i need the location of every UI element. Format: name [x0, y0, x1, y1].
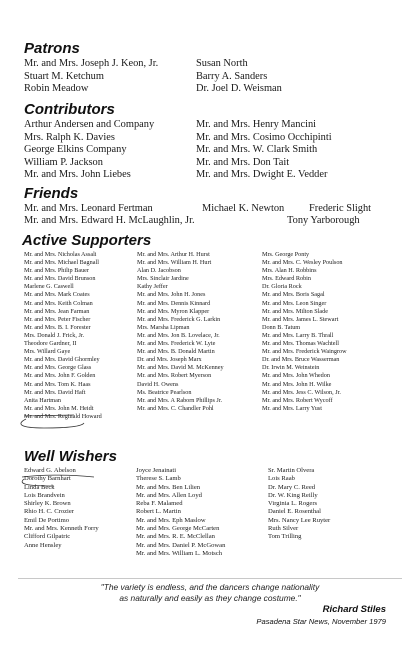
name-entry: Mr. and Mrs. John M. Heidt: [24, 404, 94, 412]
name-entry: Mr. and Mrs. James L. Stewart: [262, 315, 339, 323]
name-entry: Lois Raab: [268, 475, 295, 483]
name-entry: Mr. and Mrs. William H. Hurt: [137, 259, 212, 267]
contributors-column-2: [196, 119, 332, 182]
name-entry: Dr. Joel D. Weisman: [196, 83, 282, 94]
name-entry: Mr. and Mrs. David Haft: [24, 388, 86, 396]
name-entry: Dr. and Mrs. Bruce Wasserman: [262, 356, 340, 364]
name-entry: Mr. and Mrs. Dennis Kinnard: [137, 299, 211, 307]
name-entry: Dr. and Mrs. Joseph Marx: [137, 356, 202, 364]
friends-heading: Friends: [24, 185, 79, 202]
name-entry: Stuart M. Ketchum: [24, 70, 104, 82]
name-entry: Mr. and Mrs. Robert Myerson: [137, 372, 212, 380]
name-entry: Mr. and Mrs. John H. Jones: [137, 291, 206, 299]
quote-line-1: "The variety is endless, and the dancers change nationality: [100, 582, 320, 592]
name-entry: Mrs. Edward Robin: [262, 275, 311, 283]
active-supporters-column-2: [137, 251, 224, 413]
name-entry: Mr. and Mrs. Kenneth Forry: [24, 525, 99, 533]
name-entry: Sr. Martin Olvera: [268, 467, 315, 474]
name-entry: Anita Hartman: [24, 396, 61, 404]
name-entry: Emil De Portimo: [24, 516, 70, 524]
name-entry: Edward G. Abelson: [24, 467, 76, 474]
name-entry: David H. Owens: [137, 380, 179, 388]
name-entry: Mr. and Mrs. Peter Fischer: [24, 315, 91, 323]
name-entry: Therese S. Lamb: [136, 475, 181, 483]
name-entry: Mr. and Mrs. Frederick G. Larkin: [137, 315, 221, 323]
active-supporters-heading: Active Supporters: [22, 232, 152, 249]
name-entry: Mr. and Mrs. William L. Motsch: [136, 549, 223, 557]
name-entry: Dr. Gloria Rock: [262, 283, 302, 291]
hand-drawn-circle-mark: [14, 412, 94, 432]
name-entry: Shirley K. Brown: [24, 500, 71, 508]
name-entry: Mr. and Mrs. David M. McKenney: [137, 364, 224, 372]
name-entry: Mr. and Mrs. Keith Colman: [24, 299, 93, 307]
name-entry: Mr. and Mrs. Nicholas Assali: [24, 251, 97, 258]
name-entry: Arthur Andersen and Company: [24, 119, 155, 130]
name-entry: Anne Hensley: [24, 541, 62, 549]
name-entry: Mr. and Mrs. David Ghormley: [24, 356, 100, 364]
name-entry: Mr. and Mrs. Larry B. Thrall: [262, 331, 334, 339]
name-entry: William P. Jackson: [24, 156, 103, 168]
name-entry: Mr. and Mrs. John H. Wilke: [262, 380, 332, 388]
name-entry: Mr. and Mrs. Don Tait: [196, 156, 290, 168]
name-entry: George Elkins Company: [24, 144, 127, 155]
patrons-column-2: [196, 58, 282, 96]
name-entry: Rhio H. C. Crozier: [24, 508, 74, 516]
name-entry: Mr. and Mrs. Joseph J. Keon, Jr.: [24, 58, 159, 69]
name-entry: Mr. and Mrs. Frederick W. Lyte: [137, 340, 216, 348]
friend-name: Mr. and Mrs. Edward H. McLaughlin, Jr.: [24, 215, 195, 226]
name-entry: Mr. and Mrs. B. Donald Martin: [137, 348, 215, 356]
name-entry: Mr. and Mrs. Jon B. Lovelace, Jr.: [137, 331, 220, 339]
name-entry: Mr. and Mrs. Robert Wycoff: [262, 396, 333, 404]
name-entry: Mr. and Mrs. Henry Mancini: [196, 119, 317, 130]
friends-row-1-name-1: [24, 203, 153, 216]
name-entry: Dr. Mary C. Reed: [268, 483, 316, 491]
name-entry: Dr. Irwin M. Weinstein: [262, 364, 320, 372]
name-entry: Reba F. Malamed: [136, 500, 183, 508]
name-entry: Mrs. George Ponty: [262, 251, 310, 258]
name-entry: Mr. and Mrs. Philip Bauer: [24, 267, 89, 275]
name-entry: Mr. and Mrs. Eph Maslow: [136, 516, 206, 524]
name-entry: Donn B. Tatum: [262, 323, 301, 331]
quote-author: Richard Stiles: [322, 604, 386, 615]
name-entry: Mr. and Mrs. Jean Farman: [24, 307, 90, 315]
name-entry: Mrs. Willard Gaye: [24, 348, 71, 356]
name-entry: Mr. and Mrs. Michael Bagnall: [24, 259, 99, 267]
divider-rule: [18, 578, 402, 579]
name-entry: Mr. and Mrs. Cosimo Occhipinti: [196, 131, 332, 143]
name-entry: Mr. and Mrs. C. Chandler Pohl: [137, 404, 214, 412]
name-entry: Dr. W. King Reilly: [268, 491, 318, 499]
well-wishers-column-3: [268, 467, 330, 542]
friend-name: Frederic Slight: [309, 203, 372, 214]
name-entry: Mr. and Mrs. Jess C. Wilson, Jr.: [262, 388, 341, 396]
name-entry: Barry A. Sanders: [196, 70, 268, 82]
patrons-heading: Patrons: [24, 40, 80, 57]
name-entry: Mr. and Mrs. Milton Slade: [262, 307, 328, 315]
name-entry: Tom Trilling: [268, 533, 302, 541]
name-entry: Mrs. Ralph K. Davies: [24, 131, 115, 143]
name-entry: Mr. and Mrs. Tom K. Haas: [24, 380, 91, 388]
patrons-column-1: [24, 58, 158, 96]
friends-row-2-name-1: [24, 215, 195, 228]
name-entry: Ms. Beatrice Pearlson: [137, 388, 192, 396]
name-entry: Mr. and Mrs. B. I. Forester: [24, 323, 91, 331]
name-entry: Mr. and Mrs. John Liebes: [24, 169, 131, 180]
name-entry: Alan D. Jacobson: [137, 267, 181, 275]
name-entry: Mr. and Mrs. R. E. McClellan: [136, 533, 215, 541]
well-wishers-heading: Well Wishers: [24, 448, 117, 465]
name-entry: Ruth Silver: [268, 525, 299, 533]
name-entry: Mr. and Mrs. Myron Klapper: [137, 307, 210, 315]
friend-name: Mr. and Mrs. Leonard Fertman: [24, 203, 153, 214]
name-entry: Mrs. Marsha Lipman: [137, 323, 190, 331]
name-entry: Virginia L. Rogers: [268, 500, 318, 508]
name-entry: Mr. and Mrs. David Brunson: [24, 275, 96, 283]
name-entry: Joyce Jenainati: [136, 467, 177, 474]
name-entry: Robert L. Martin: [136, 508, 181, 516]
name-entry: Mrs. Sinclair Jardine: [137, 275, 189, 283]
name-entry: Mr. and Mrs. George McCarten: [136, 525, 220, 533]
name-entry: Robin Meadow: [24, 83, 89, 94]
name-entry: Mrs. Donald J. Frick, Jr.: [24, 331, 85, 339]
name-entry: Mr. and Mrs. Thomas Wachtell: [262, 340, 339, 348]
name-entry: Mr. and Mrs. A Raborn Phillips Jr.: [137, 396, 223, 404]
name-entry: Mr. and Mrs. Dwight E. Vedder: [196, 169, 328, 180]
hand-drawn-strike-mark: [14, 472, 114, 494]
name-entry: Mr. and Mrs. Frederick Waingrow: [262, 348, 347, 356]
name-entry: Dorothy Barnhart: [24, 475, 71, 483]
name-entry: Mr. and Mrs. Ben Lilien: [136, 483, 201, 491]
name-entry: Mr. and Mrs. George Glass: [24, 364, 92, 372]
name-entry: Linda Beck: [24, 483, 55, 491]
quote-text: [24, 582, 396, 603]
quote-source: Pasadena Star News, November 1979: [256, 617, 386, 626]
name-entry: Mr. and Mrs. Mark Coates: [24, 291, 90, 299]
name-entry: Clifford Gilpatric: [24, 533, 71, 541]
well-wishers-column-2: [136, 467, 225, 558]
name-entry: Marlene G. Caswell: [24, 283, 74, 291]
contributors-heading: Contributors: [24, 101, 115, 118]
name-entry: Mr. and Mrs. John Whedon: [262, 372, 330, 380]
active-supporters-column-1: [24, 251, 102, 421]
name-entry: Mr. and Mrs. C. Wesley Poulson: [262, 259, 343, 267]
friends-row-1-name-2: [202, 203, 284, 216]
name-entry: Mr. and Mrs. Daniel P. McGowan: [136, 541, 226, 549]
friends-row-2-name-2: [287, 215, 360, 228]
name-entry: Mr. and Mrs. W. Clark Smith: [196, 144, 318, 155]
name-entry: Lois Brandvein: [24, 491, 65, 499]
friend-name: Michael K. Newton: [202, 203, 285, 214]
friend-name: Tony Yarborough: [287, 215, 360, 226]
friends-row-1-name-3: [309, 203, 371, 216]
name-entry: Mr. and Mrs. John F. Golden: [24, 372, 96, 380]
name-entry: Kathy Jeffer: [137, 283, 168, 291]
contributors-column-1: [24, 119, 154, 182]
name-entry: Daniel E. Rosenthal: [268, 508, 321, 516]
name-entry: Mr. and Mrs. Boris Sagal: [262, 291, 325, 299]
name-entry: Mrs. Alan H. Robbins: [262, 267, 317, 275]
name-entry: Mr. and Mrs. Larry Yust: [262, 404, 322, 412]
name-entry: Mr. and Mrs. Leon Singer: [262, 299, 327, 307]
name-entry: Mrs. Nancy Lee Ruyter: [268, 516, 331, 524]
quote-line-2: as naturally and easily as they change costume.": [119, 592, 301, 603]
name-entry: Mr. and Mrs. Allen Loyd: [136, 491, 202, 499]
name-entry: Mr. and Mrs. Reginald Howard: [24, 412, 102, 420]
active-supporters-column-3: [262, 251, 347, 413]
name-entry: Mr. and Mrs. Arthur H. Hurst: [137, 251, 210, 258]
name-entry: Susan North: [196, 58, 248, 69]
name-entry: Theodore Gardner, II: [24, 340, 77, 348]
